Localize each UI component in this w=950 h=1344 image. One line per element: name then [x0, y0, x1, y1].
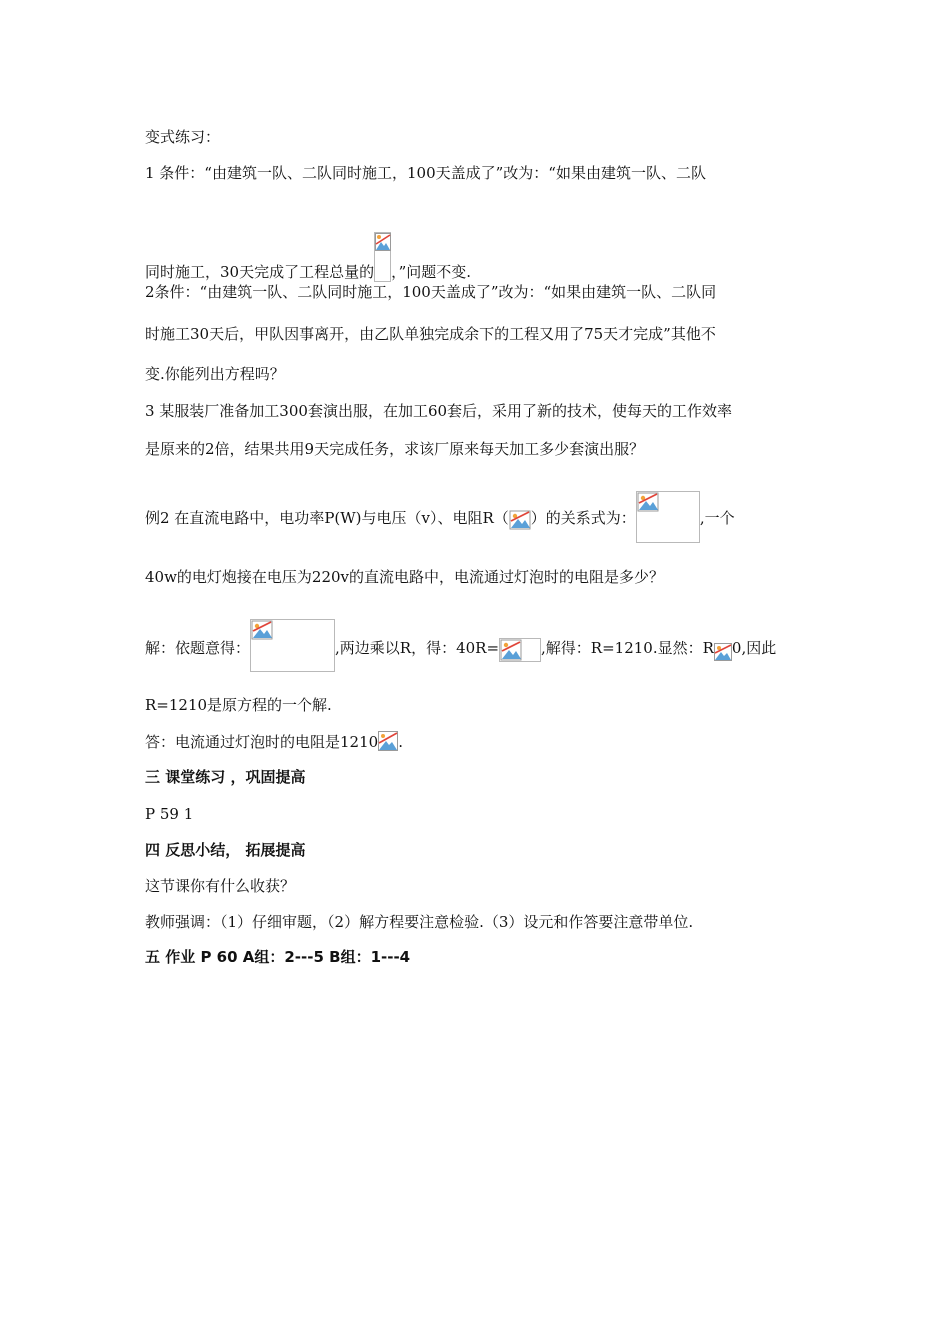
example-2-text-end: ,一个 [699, 509, 735, 527]
broken-image-icon [636, 491, 700, 543]
practice-item-2-line-3: 变.你能列出方程吗？ [145, 365, 285, 383]
practice-item-2-line-2: 时施工30天后，甲队因事离开，由乙队单独完成余下的工程又用了75天才完成”其他不 [145, 325, 716, 343]
solution-text-a: 解：依题意得： [145, 639, 251, 657]
broken-image-icon [378, 731, 398, 751]
practice-item-3-line-1: 3 某服装厂准备加工300套演出服，在加工60套后，采用了新的技术，使每天的工作效率 [145, 402, 733, 420]
answer-line [145, 731, 403, 752]
section-3-title: 三 课堂练习 ，巩固提高 [145, 768, 306, 786]
example-2-text-mid: ）的关系式为： [530, 509, 636, 527]
section-4-question: 这节课你有什么收获？ [145, 877, 296, 895]
broken-image-icon [374, 232, 391, 282]
section-3-content: P 59 1 [145, 805, 194, 823]
practice-item-2-line-1: 2条件：“由建筑一队、二队同时施工，100天盖成了”改为：“如果由建筑一队、二队同 [145, 283, 717, 301]
solution-text-c: ,解得：R=1210.显然：R [541, 639, 714, 657]
practice-heading: 变式练习： [145, 128, 221, 146]
broken-image-icon [250, 619, 335, 672]
example-2-line-2: 40w的电灯炮接在电压为220v的直流电路中，电流通过灯泡时的电阻是多少？ [145, 568, 665, 586]
practice-item-1-text-end: ，”问题不变. [391, 263, 472, 281]
practice-item-3-line-2: 是原来的2倍，结果共用9天完成任务，求该厂原来每天加工多少套演出服？ [145, 440, 645, 458]
section-4-emphasis: 教师强调：（1）仔细审题，（2）解方程要注意检验.（3）设元和作答要注意带单位. [145, 913, 694, 931]
answer-text-end: . [398, 733, 403, 751]
practice-item-1-line-2 [145, 232, 471, 282]
example-2-text: 例2 在直流电路中，电功率P(W)与电压（v）、电阻R（ [145, 509, 509, 527]
practice-item-1-line-1: 1 条件：“由建筑一队、二队同时施工，100天盖成了”改为：“如果由建筑一队、二队 [145, 164, 706, 182]
solution-text-b: ,两边乘以R，得：40R= [335, 639, 500, 657]
solution-line-2: R=1210是原方程的一个解. [145, 696, 332, 714]
broken-image-icon [499, 638, 541, 662]
section-5-title: 五 作业 P 60 A组：2---5 B组：1---4 [145, 948, 411, 966]
broken-image-icon [714, 643, 732, 661]
solution-text-d: 0,因此 [731, 639, 777, 657]
answer-text: 答：电流通过灯泡时的电阻是1210 [145, 733, 379, 751]
broken-image-icon [509, 508, 531, 530]
practice-item-1-text: 同时施工，30天完成了工程总量的 [145, 263, 375, 281]
solution-line-1 [145, 619, 776, 672]
section-4-title: 四 反思小结， 拓展提高 [145, 841, 306, 859]
example-2-line-1 [145, 491, 735, 543]
